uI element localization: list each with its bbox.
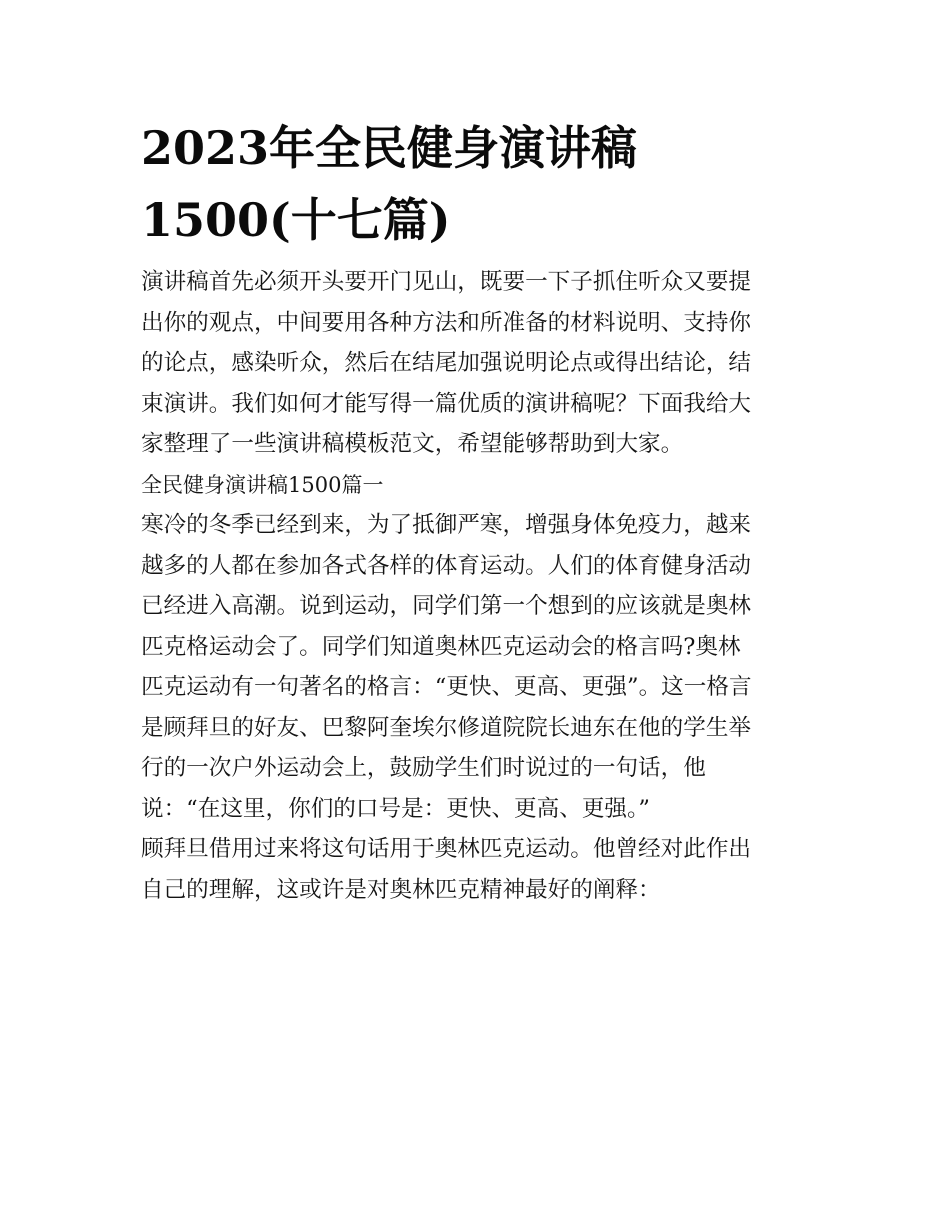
section-line: 匹克运动有一句著名的格言：“更快、更高、更强”。这一格言 <box>141 674 752 700</box>
document-title <box>141 112 813 256</box>
intro-line: 的论点，感染听众，然后在结尾加强说明论点或得出结论，结 <box>141 350 752 376</box>
section-line: 寒冷的冬季已经到来，为了抵御严寒，增强身体免疫力，越来 <box>141 512 752 538</box>
section-line: 顾拜旦借用过来将这句话用于奥林匹克运动。他曾经对此作出 <box>141 836 752 862</box>
section-line: 说：“在这里，你们的口号是：更快、更高、更强。” <box>141 795 650 822</box>
document-page <box>141 112 813 910</box>
section-paragraph <box>141 505 813 910</box>
section-line: 匹克格运动会了。同学们知道奥林匹克运动会的格言吗?奥林 <box>141 633 741 660</box>
intro-line: 出你的观点，中间要用各种方法和所准备的材料说明、支持你 <box>141 309 752 336</box>
section-line: 是顾拜旦的好友、巴黎阿奎埃尔修道院院长迪东在他的学生举 <box>141 714 752 741</box>
section-heading: 全民健身演讲稿1500篇一 <box>141 472 384 497</box>
intro-paragraph <box>141 262 813 465</box>
title-line-2: 1500(十七篇) <box>141 193 451 247</box>
section-line: 已经进入高潮。说到运动，同学们第一个想到的应该就是奥林 <box>141 593 752 619</box>
intro-line: 家整理了一些演讲稿模板范文，希望能够帮助到大家。 <box>141 431 684 457</box>
section-line: 行的一次户外运动会上，鼓励学生们时说过的一句话，他 <box>141 755 706 781</box>
section-line: 自己的理解，这或许是对奥林匹克精神最好的阐释： <box>141 876 661 903</box>
intro-line: 演讲稿首先必须开头要开门见山，既要一下子抓住听众又要提 <box>141 269 752 295</box>
section-line: 越多的人都在参加各式各样的体育运动。人们的体育健身活动 <box>141 552 752 579</box>
intro-line: 束演讲。我们如何才能写得一篇优质的演讲稿呢？下面我给大 <box>141 390 752 417</box>
document-body <box>141 262 813 910</box>
title-line-1: 2023年全民健身演讲稿 <box>141 121 638 175</box>
